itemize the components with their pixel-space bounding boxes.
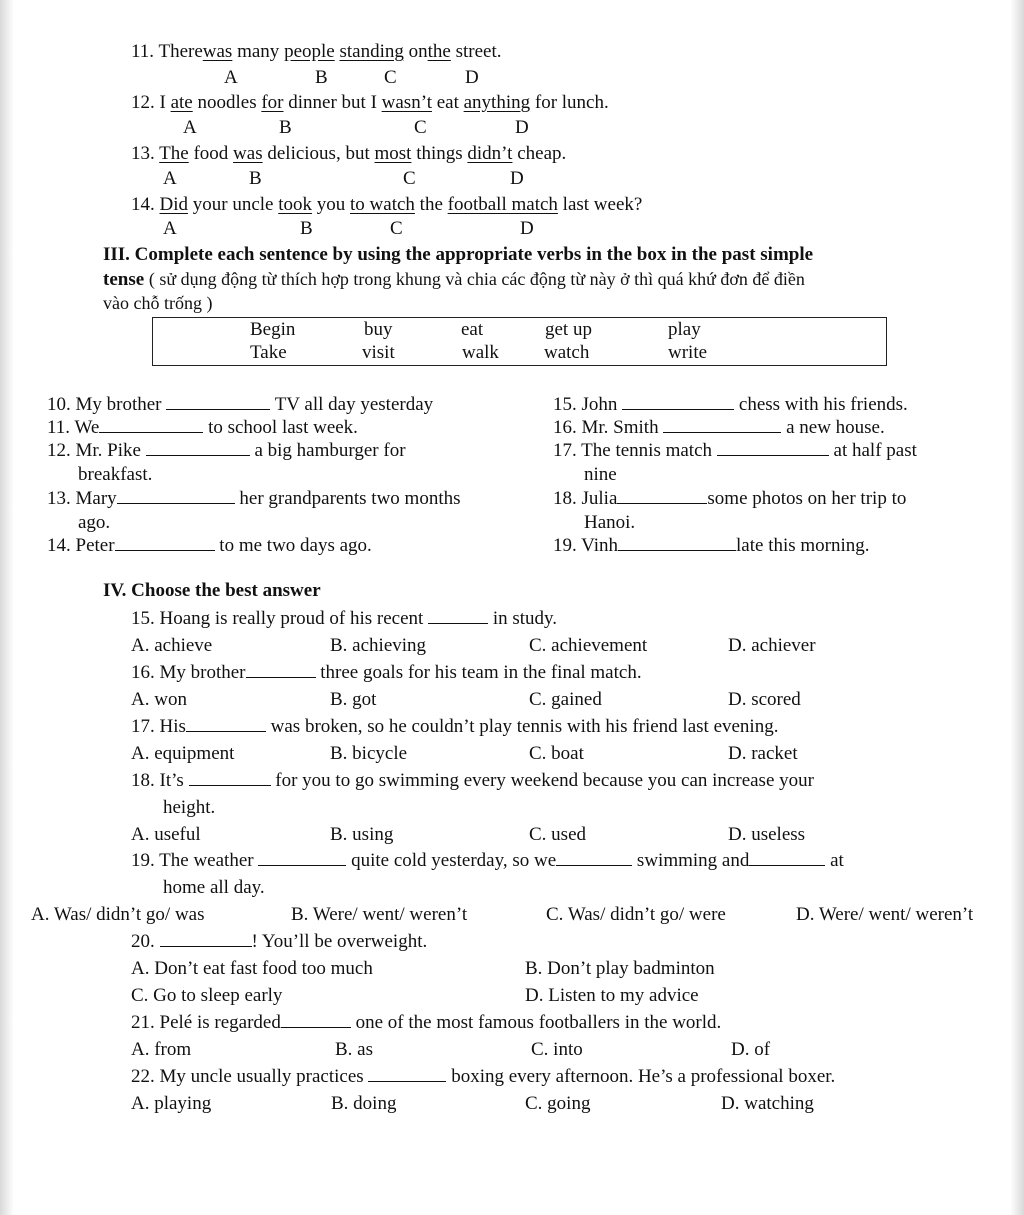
option-letter-c: C <box>390 218 403 239</box>
answer-option-a[interactable]: A. achieve <box>131 635 213 656</box>
answer-blank[interactable] <box>618 535 736 551</box>
mc-question-16: 16. My brother three goals for his team in the final match. <box>131 662 642 683</box>
verb-word: get up <box>545 319 592 340</box>
answer-option-a[interactable]: A. playing <box>131 1093 212 1114</box>
answer-blank[interactable] <box>663 417 781 433</box>
verb-word: Begin <box>250 319 296 340</box>
mc-question-18: 18. It’s for you to go swimming every weekend because you can increase your <box>131 770 814 791</box>
answer-blank[interactable] <box>717 440 829 456</box>
answer-option-d[interactable]: D. of <box>731 1039 771 1060</box>
section-3-title-line3: vào chỗ trống ) <box>103 293 213 313</box>
page-shadow-right <box>1010 0 1024 1215</box>
option-letter-b: B <box>279 117 292 138</box>
question-13-error: 13. The food was delicious, but most things didn’t cheap. <box>131 143 567 164</box>
answer-blank[interactable] <box>556 850 632 866</box>
answer-option-d[interactable]: D. Were/ went/ weren’t <box>796 904 974 925</box>
answer-option-b[interactable]: B. Were/ went/ weren’t <box>291 904 468 925</box>
answer-blank[interactable] <box>146 440 250 456</box>
answer-option-c[interactable]: C. achievement <box>529 635 648 656</box>
section-3-title-line2: tense ( sử dụng động từ thích hợp trong khung và chia các động từ này ở thì quá khứ đơn để điền <box>103 269 805 290</box>
option-letter-b: B <box>300 218 313 239</box>
option-letter-c: C <box>414 117 427 138</box>
answer-option-a[interactable]: A. from <box>131 1039 192 1060</box>
answer-option-d[interactable]: D. Listen to my advice <box>525 985 699 1006</box>
answer-option-d[interactable]: D. scored <box>728 689 801 710</box>
mc-question-21: 21. Pelé is regarded one of the most famous footballers in the world. <box>131 1012 722 1033</box>
answer-option-c[interactable]: C. used <box>529 824 586 845</box>
question-11-error: 11. Therewas many people standing onthe street. <box>131 41 502 62</box>
answer-blank[interactable] <box>160 931 252 947</box>
verb-word: write <box>668 342 708 363</box>
answer-blank[interactable] <box>246 662 316 678</box>
fill-question-17-cont: nine <box>584 464 617 485</box>
fill-question-11: 11. We to school last week. <box>47 417 358 438</box>
option-letter-a: A <box>163 168 177 189</box>
answer-blank[interactable] <box>258 850 346 866</box>
answer-blank[interactable] <box>368 1066 446 1082</box>
answer-option-c[interactable]: C. Was/ didn’t go/ were <box>546 904 726 925</box>
answer-option-b[interactable]: B. got <box>330 689 377 710</box>
verb-word: eat <box>461 319 484 340</box>
answer-option-d[interactable]: D. useless <box>728 824 806 845</box>
answer-option-a[interactable]: A. useful <box>131 824 201 845</box>
answer-option-b[interactable]: B. achieving <box>330 635 427 656</box>
answer-option-a[interactable]: A. equipment <box>131 743 235 764</box>
answer-blank[interactable] <box>186 716 266 732</box>
fill-question-12-cont: breakfast. <box>78 464 153 485</box>
fill-question-15: 15. John chess with his friends. <box>553 394 908 415</box>
verb-word: Take <box>250 342 287 363</box>
fill-question-18-cont: Hanoi. <box>584 512 636 533</box>
mc-question-19: 19. The weather quite cold yesterday, so we swimming and at <box>131 850 844 871</box>
fill-question-10: 10. My brother TV all day yesterday <box>47 394 434 415</box>
answer-option-b[interactable]: B. as <box>335 1039 373 1060</box>
verb-word: buy <box>364 319 393 340</box>
answer-option-d[interactable]: D. watching <box>721 1093 814 1114</box>
fill-question-14: 14. Peter to me two days ago. <box>47 535 372 556</box>
verb-word: walk <box>462 342 499 363</box>
answer-option-a[interactable]: A. won <box>131 689 187 710</box>
answer-blank[interactable] <box>622 394 734 410</box>
answer-option-c[interactable]: C. gained <box>529 689 602 710</box>
answer-option-a[interactable]: A. Was/ didn’t go/ was <box>31 904 205 925</box>
fill-question-17: 17. The tennis match at half past <box>553 440 917 461</box>
answer-blank[interactable] <box>117 488 235 504</box>
option-letter-d: D <box>515 117 529 138</box>
fill-question-19: 19. Vinh late this morning. <box>553 535 870 556</box>
mc-question-20: 20. ! You’ll be overweight. <box>131 931 428 952</box>
mc-question-19-cont: home all day. <box>163 877 265 898</box>
answer-option-a[interactable]: A. Don’t eat fast food too much <box>131 958 373 979</box>
mc-question-17: 17. His was broken, so he couldn’t play tennis with his friend last evening. <box>131 716 779 737</box>
verb-word: play <box>668 319 701 340</box>
fill-question-13-cont: ago. <box>78 512 111 533</box>
option-letter-b: B <box>315 67 328 88</box>
answer-option-d[interactable]: D. racket <box>728 743 798 764</box>
answer-option-c[interactable]: C. Go to sleep early <box>131 985 283 1006</box>
verb-word: watch <box>544 342 590 363</box>
answer-option-c[interactable]: C. going <box>525 1093 591 1114</box>
answer-blank[interactable] <box>428 608 488 624</box>
fill-question-12: 12. Mr. Pike a big hamburger for <box>47 440 406 461</box>
option-letter-a: A <box>183 117 197 138</box>
option-letter-c: C <box>384 67 397 88</box>
answer-option-b[interactable]: B. Don’t play badminton <box>525 958 715 979</box>
answer-blank[interactable] <box>115 535 215 551</box>
answer-option-c[interactable]: C. into <box>531 1039 583 1060</box>
answer-option-b[interactable]: B. bicycle <box>330 743 408 764</box>
answer-option-c[interactable]: C. boat <box>529 743 584 764</box>
option-letter-a: A <box>224 67 238 88</box>
option-letter-b: B <box>249 168 262 189</box>
question-12-error: 12. I ate noodles for dinner but I wasn’t eat anything for lunch. <box>131 92 609 113</box>
option-letter-d: D <box>465 67 479 88</box>
option-letter-d: D <box>510 168 524 189</box>
option-letter-a: A <box>163 218 177 239</box>
answer-blank[interactable] <box>749 850 825 866</box>
answer-blank[interactable] <box>617 488 707 504</box>
fill-question-13: 13. Mary her grandparents two months <box>47 488 461 509</box>
section-3-title: III. Complete each sentence by using the appropriate verbs in the box in the past simple <box>103 244 814 265</box>
mc-question-15: 15. Hoang is really proud of his recent in study. <box>131 608 558 629</box>
option-letter-c: C <box>403 168 416 189</box>
verb-word: visit <box>362 342 395 363</box>
answer-blank[interactable] <box>99 417 203 433</box>
section-4-title: IV. Choose the best answer <box>103 580 321 601</box>
mc-question-22: 22. My uncle usually practices boxing every afternoon. He’s a professional boxer. <box>131 1066 836 1087</box>
mc-question-18-cont: height. <box>163 797 216 818</box>
option-letter-d: D <box>520 218 534 239</box>
answer-option-d[interactable]: D. achiever <box>728 635 816 656</box>
question-14-error: 14. Did your uncle took you to watch the football match last week? <box>131 194 643 215</box>
answer-blank[interactable] <box>166 394 270 410</box>
fill-question-18: 18. Julia some photos on her trip to <box>553 488 907 509</box>
answer-option-b[interactable]: B. doing <box>331 1093 397 1114</box>
fill-question-16: 16. Mr. Smith a new house. <box>553 417 885 438</box>
answer-blank[interactable] <box>189 770 271 786</box>
page-shadow-left <box>0 0 14 1215</box>
answer-blank[interactable] <box>281 1012 351 1028</box>
answer-option-b[interactable]: B. using <box>330 824 394 845</box>
